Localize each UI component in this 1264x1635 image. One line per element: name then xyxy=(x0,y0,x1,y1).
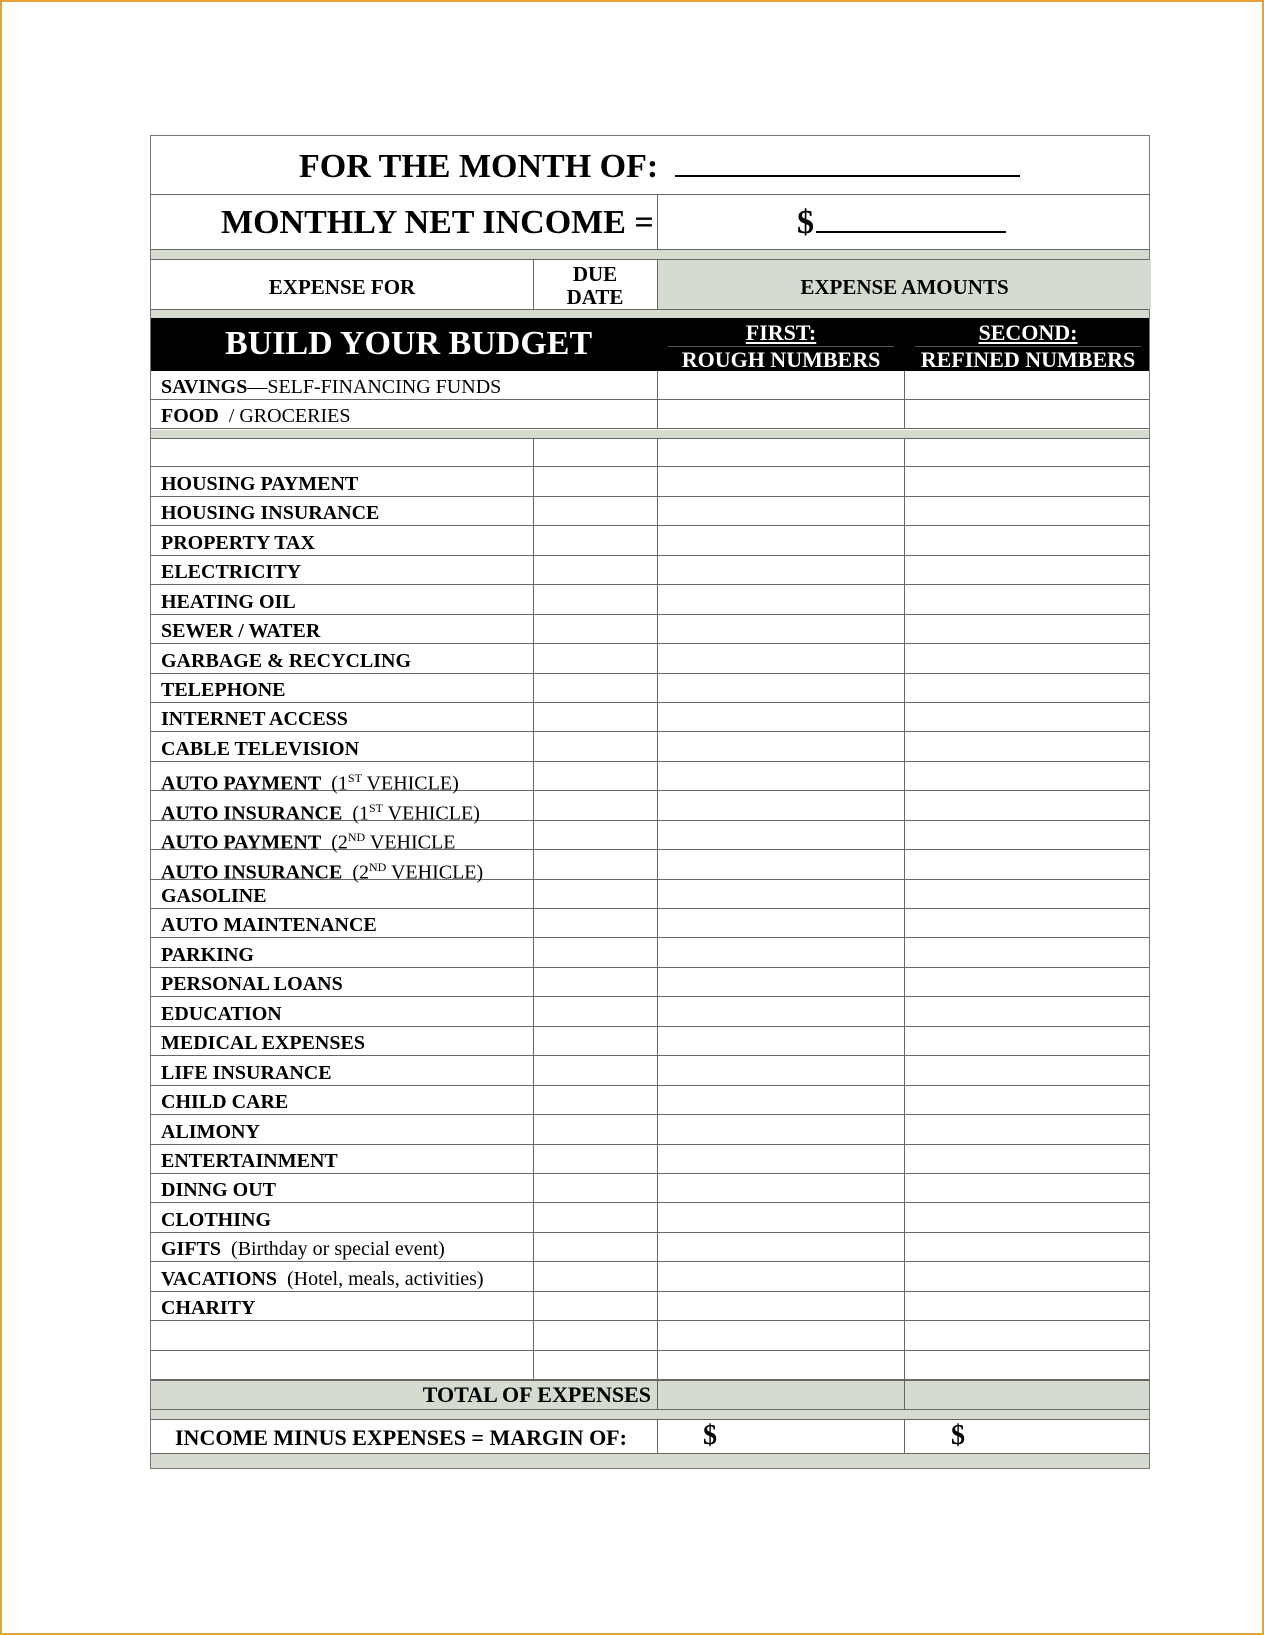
month-title xyxy=(299,148,1020,188)
second-refined-header xyxy=(905,320,1151,373)
row-label-bold: PARKING xyxy=(161,943,254,966)
table-row xyxy=(151,615,1149,644)
row-label-detail: (1 xyxy=(342,802,369,825)
table-row xyxy=(151,1233,1149,1262)
row-label-bold: AUTO PAYMENT xyxy=(161,772,322,795)
row-label-sup: ND xyxy=(369,859,387,874)
budget-worksheet xyxy=(150,135,1150,1469)
row-label-bold: GASOLINE xyxy=(161,885,267,907)
row-label-bold: TELEPHONE xyxy=(161,678,286,701)
row-label-bold: EDUCATION xyxy=(161,1002,282,1025)
row-label-bold: SAVINGS xyxy=(161,376,248,398)
table-row xyxy=(151,526,1149,555)
table-row xyxy=(151,1027,1149,1056)
income-currency: $ xyxy=(797,204,814,241)
row-label xyxy=(161,591,296,613)
table-row xyxy=(151,909,1149,938)
row-label-tail: VEHICLE) xyxy=(361,772,459,795)
total-second-cell[interactable] xyxy=(904,1381,1152,1409)
row-label-bold: SEWER / WATER xyxy=(161,620,321,643)
budget-title: BUILD YOUR BUDGET xyxy=(225,325,593,362)
row-label xyxy=(161,1238,445,1260)
table-row xyxy=(151,467,1149,496)
second-label: SECOND: xyxy=(978,320,1078,345)
income-blank-line xyxy=(816,207,1006,233)
due-date-line1: DUE xyxy=(572,262,618,286)
row-label-bold: HOUSING PAYMENT xyxy=(161,472,359,495)
row-label-detail: (Hotel, meals, activities) xyxy=(276,1267,484,1290)
second-sub: REFINED NUMBERS xyxy=(915,346,1141,373)
expense-for-header: EXPENSE FOR xyxy=(268,275,416,299)
row-label xyxy=(161,1268,484,1290)
table-row xyxy=(151,1145,1149,1174)
table-row xyxy=(151,850,1149,884)
row-label-bold: LIFE INSURANCE xyxy=(161,1061,332,1084)
row-label xyxy=(161,561,301,583)
table-row xyxy=(151,497,1149,526)
row-label-detail: / GROCERIES xyxy=(218,405,351,427)
expense-amounts-label: EXPENSE AMOUNTS xyxy=(800,275,1009,299)
income-amount[interactable] xyxy=(797,204,1006,244)
row-label-detail: (2 xyxy=(321,831,348,854)
first-rough-header xyxy=(658,320,904,373)
table-row xyxy=(151,762,1149,795)
row-label xyxy=(161,1179,276,1201)
row-label-bold: CHILD CARE xyxy=(161,1091,289,1114)
row-label-sup: ND xyxy=(347,830,366,845)
row-label-bold: CLOTHING xyxy=(161,1208,272,1231)
row-label-bold: AUTO PAYMENT xyxy=(161,831,322,854)
row-label-bold: ENTERTAINMENT xyxy=(161,1149,338,1172)
table-row xyxy=(151,997,1149,1026)
top-rows xyxy=(151,371,1149,429)
row-label-bold: PERSONAL LOANS xyxy=(161,973,343,996)
row-label-bold: INTERNET ACCESS xyxy=(161,708,348,731)
separator-band-5 xyxy=(151,1454,1149,1468)
table-row xyxy=(151,674,1149,703)
row-label xyxy=(161,376,501,398)
due-date-line2: DATE xyxy=(566,285,624,309)
separator-band-4 xyxy=(151,1410,1149,1419)
table-row xyxy=(151,703,1149,732)
row-label-tail: VEHICLE xyxy=(365,831,456,854)
row-label xyxy=(161,1003,282,1025)
income-title: MONTHLY NET INCOME = xyxy=(221,204,654,241)
table-row xyxy=(151,644,1149,673)
table-row xyxy=(151,1203,1149,1232)
table-row xyxy=(151,1056,1149,1085)
row-label xyxy=(161,532,315,554)
row-label-detail: (2 xyxy=(342,861,369,884)
table-row xyxy=(151,732,1149,761)
row-label xyxy=(161,405,350,427)
row-label-tail: VEHICLE) xyxy=(383,802,480,825)
table-row xyxy=(151,1174,1149,1203)
row-label xyxy=(161,914,377,936)
row-label-bold: HEATING OIL xyxy=(161,590,296,613)
row-label-bold: ALIMONY xyxy=(161,1120,260,1143)
table-row xyxy=(151,821,1149,854)
row-label-bold: GARBAGE & RECYCLING xyxy=(161,649,412,672)
row-label-detail: —SELF-FINANCING FUNDS xyxy=(247,376,502,398)
separator-band xyxy=(151,250,1149,259)
row-label xyxy=(161,650,411,672)
row-label xyxy=(161,1062,332,1084)
row-label-detail: (Birthday or special event) xyxy=(221,1238,445,1261)
table-row xyxy=(151,556,1149,585)
row-label xyxy=(161,973,343,995)
row-label-bold: AUTO INSURANCE xyxy=(161,802,343,825)
separator-band-3 xyxy=(151,430,1149,438)
row-label-tail: VEHICLE) xyxy=(386,861,484,884)
month-label: FOR THE MONTH OF: xyxy=(299,148,659,185)
row-label xyxy=(161,738,359,760)
margin-label: INCOME MINUS EXPENSES = MARGIN OF: xyxy=(175,1425,627,1450)
row-label xyxy=(161,620,320,642)
total-label: TOTAL OF EXPENSES xyxy=(422,1382,651,1407)
table-row xyxy=(151,1086,1149,1115)
separator-band-2 xyxy=(151,310,1149,318)
total-first-cell[interactable] xyxy=(657,1381,905,1409)
row-label xyxy=(161,944,254,966)
row-label xyxy=(161,1150,338,1172)
first-sub: ROUGH NUMBERS xyxy=(668,346,894,373)
row-label-bold: ELECTRICITY xyxy=(161,561,302,584)
table-row xyxy=(151,880,1149,909)
table-row xyxy=(151,791,1149,825)
table-row xyxy=(151,585,1149,614)
row-label-bold: CHARITY xyxy=(161,1297,256,1320)
row-label-bold: DINNG OUT xyxy=(161,1179,277,1202)
row-label xyxy=(161,679,285,701)
table-row xyxy=(151,1292,1149,1321)
row-label xyxy=(161,708,348,730)
row-label-bold: AUTO MAINTENANCE xyxy=(161,914,377,937)
row-label xyxy=(161,1032,365,1054)
row-label-bold: HOUSING INSURANCE xyxy=(161,502,380,525)
row-label xyxy=(161,1091,288,1113)
row-label xyxy=(161,885,267,907)
table-row xyxy=(151,968,1149,997)
expense-rows xyxy=(151,438,1149,1380)
table-row xyxy=(151,1262,1149,1291)
table-row xyxy=(151,371,1149,400)
table-row xyxy=(151,1321,1149,1350)
row-label xyxy=(161,1121,260,1143)
row-label-detail: (1 xyxy=(321,772,348,795)
row-label-sup: ST xyxy=(369,800,384,815)
row-label-bold: AUTO INSURANCE xyxy=(161,861,343,884)
row-label-sup: ST xyxy=(347,771,362,786)
row-label xyxy=(161,502,379,524)
row-label xyxy=(161,1209,271,1231)
table-row xyxy=(151,1351,1149,1380)
margin-first-currency[interactable]: $ xyxy=(703,1420,717,1451)
table-row xyxy=(151,400,1149,429)
first-label: FIRST: xyxy=(745,320,817,345)
row-label-bold: PROPERTY TAX xyxy=(161,531,315,554)
build-budget-bar xyxy=(151,318,1149,371)
total-row xyxy=(151,1380,1149,1409)
table-row xyxy=(151,1115,1149,1144)
due-date-header xyxy=(533,263,657,309)
row-label-bold: MEDICAL EXPENSES xyxy=(161,1032,365,1055)
margin-second-currency[interactable]: $ xyxy=(951,1420,965,1451)
row-label-bold: FOOD xyxy=(161,405,219,427)
expense-amounts-header xyxy=(658,260,1151,309)
table-row xyxy=(151,938,1149,967)
month-blank-line[interactable] xyxy=(675,151,1020,177)
row-label xyxy=(161,473,358,495)
row-label xyxy=(161,1297,255,1319)
row-label-bold: CABLE TELEVISION xyxy=(161,737,360,760)
row-label-bold: GIFTS xyxy=(161,1238,222,1261)
table-row xyxy=(151,438,1149,467)
row-label-bold: VACATIONS xyxy=(161,1267,277,1290)
